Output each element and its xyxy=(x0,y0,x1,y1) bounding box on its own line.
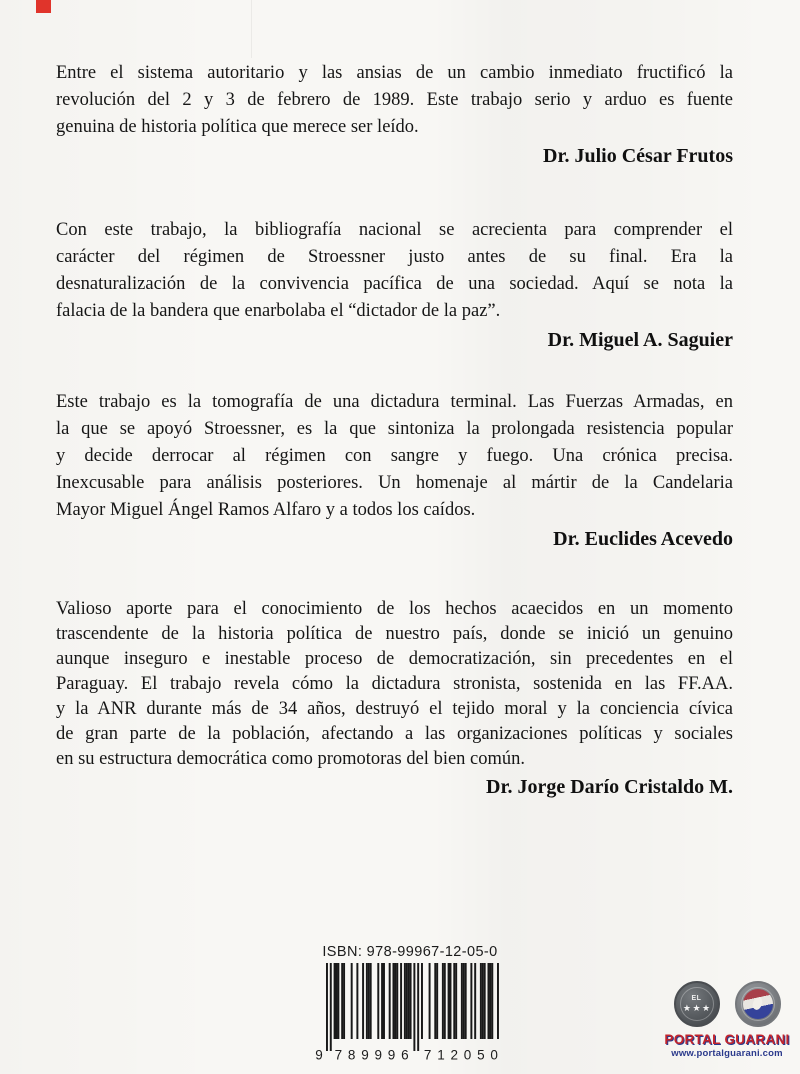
quote-line: Inexcusable para análisis posteriores. Un homenaje al mártir de la Candelaria xyxy=(56,473,733,493)
medallion-flag-icon xyxy=(735,981,781,1027)
quote-text xyxy=(56,60,733,141)
barcode-bar xyxy=(356,963,358,1039)
quote-author: Dr. Julio César Frutos xyxy=(543,145,733,167)
star-icons: ★★★ xyxy=(682,1003,712,1013)
barcode-bar xyxy=(362,963,364,1039)
quote-line: trascendente de la historia política de nuestro país, donde se inició un genuino xyxy=(56,624,733,644)
barcode-digits: 712050 xyxy=(423,1047,498,1062)
barcode-bar xyxy=(465,963,467,1039)
quote-line: y decide derrocar al régimen con sangre y fuego. Una crónica precisa. xyxy=(56,446,733,466)
barcode-bar xyxy=(453,963,455,1039)
flag-center-shape xyxy=(751,996,763,1011)
quote-author: Dr. Jorge Darío Cristaldo M. xyxy=(486,776,733,798)
quote-text xyxy=(56,389,733,524)
quote-line: Con este trabajo, la bibliografía nacional se acrecienta para comprender el xyxy=(56,220,733,240)
quote-block xyxy=(56,217,733,354)
quote-text xyxy=(56,597,733,772)
barcode-bar xyxy=(351,963,353,1039)
barcode-bar xyxy=(470,963,472,1039)
barcode-bar xyxy=(484,963,486,1039)
portal-guarani-url: www.portalguarani.com xyxy=(671,1048,783,1059)
quote-line: Paraguay. El trabajo revela cómo la dictadura stronista, sostenida en las FF.AA. xyxy=(56,674,733,694)
medallion-icons-row xyxy=(656,981,798,1027)
barcode-bar xyxy=(394,963,396,1039)
barcode-bar xyxy=(434,963,436,1039)
barcode-bar xyxy=(370,963,372,1039)
portal-guarani-watermark xyxy=(656,981,798,1059)
medallion-stars-icon xyxy=(674,981,720,1027)
quote-line: revolución del 2 y 3 de febrero de 1989. Este trabajo serio y arduo es fuente xyxy=(56,90,733,110)
barcode-bar xyxy=(491,963,493,1039)
quote-line: Este trabajo es la tomografía de una dictadura terminal. Las Fuerzas Armadas, en xyxy=(56,392,733,412)
barcode-bar xyxy=(396,963,398,1039)
barcode-bar xyxy=(497,963,499,1039)
barcode-bar xyxy=(383,963,385,1039)
barcode-bar xyxy=(410,963,412,1039)
barcode-bar xyxy=(406,963,408,1039)
barcode-bar xyxy=(461,963,463,1039)
barcode-bar xyxy=(450,963,452,1039)
barcode-bar xyxy=(330,963,332,1051)
quote-line: desnaturalización de la convivencia pacífica de una sociedad. Aquí se nota la xyxy=(56,274,733,294)
paraguay-flag-icon xyxy=(743,989,773,1019)
barcode-bar xyxy=(417,963,419,1051)
barcode-bar xyxy=(389,963,391,1039)
barcode-bar xyxy=(334,963,336,1039)
quote-line: la que se apoyó Stroessner, es la que sintoniza la prolongada resistencia popular xyxy=(56,419,733,439)
quote-line: y la ANR durante más de 34 años, destruyó el tejido moral y la conciencia cívica xyxy=(56,699,733,719)
ean13-barcode xyxy=(310,963,510,1062)
barcode-bar xyxy=(444,963,446,1039)
quote-line: en su estructura democrática como promotoras del bien común. xyxy=(56,749,526,769)
barcode-bar xyxy=(326,963,328,1051)
barcode-bar xyxy=(421,963,423,1039)
quote-block xyxy=(56,389,733,553)
quote-line: Entre el sistema autoritario y las ansias de un cambio inmediato fructificó la xyxy=(56,63,733,83)
barcode-bar xyxy=(408,963,410,1039)
barcode-bar xyxy=(413,963,415,1051)
barcode-bar xyxy=(368,963,370,1039)
quote-line: falacia de la bandera que enarbolaba el “dictador de la paz”. xyxy=(56,301,501,321)
quote-line: de gran parte de la población, afectando a las organizaciones políticas y sociales xyxy=(56,724,733,744)
barcode-bar xyxy=(381,963,383,1039)
barcode-bar xyxy=(474,963,476,1039)
barcode-bar xyxy=(341,963,343,1039)
portal-guarani-title: PORTAL GUARANI xyxy=(664,1032,790,1047)
barcode-bar xyxy=(393,963,395,1039)
barcode-bar xyxy=(336,963,338,1039)
barcode-bar xyxy=(436,963,438,1039)
barcode-digits: 789996 xyxy=(334,1047,409,1062)
barcode-bar xyxy=(337,963,339,1039)
barcode-digits: 9 xyxy=(315,1047,323,1062)
barcode-bar xyxy=(489,963,491,1039)
corner-accent-mark xyxy=(36,0,51,13)
barcode-bar xyxy=(482,963,484,1039)
quote-line: Valioso aporte para el conocimiento de los hechos acaecidos en un momento xyxy=(56,599,733,619)
quote-text xyxy=(56,217,733,325)
barcode-bar xyxy=(429,963,431,1039)
barcode-bar xyxy=(463,963,465,1039)
barcode-bar xyxy=(455,963,457,1039)
quote-line: aunque inseguro e inestable proceso de democratización, sin precedentes en el xyxy=(56,649,733,669)
barcode-bar xyxy=(488,963,490,1039)
quote-line: genuina de historia política que merece ser leído. xyxy=(56,117,419,137)
barcode-bar xyxy=(343,963,345,1039)
quote-author: Dr. Euclides Acevedo xyxy=(553,528,733,550)
barcode-bar xyxy=(366,963,368,1039)
isbn-block xyxy=(310,944,510,1062)
barcode-bar xyxy=(404,963,406,1039)
scan-crease-line xyxy=(251,0,252,58)
barcode-bar xyxy=(480,963,482,1039)
barcode-bar xyxy=(442,963,444,1039)
medallion-el-text: EL xyxy=(691,995,702,1002)
isbn-label: ISBN: 978-99967-12-05-0 xyxy=(322,944,498,960)
barcode-bar xyxy=(448,963,450,1039)
barcode-bar xyxy=(400,963,402,1039)
barcode-bar xyxy=(377,963,379,1039)
quote-line: Mayor Miguel Ángel Ramos Alfaro y a todos los caídos. xyxy=(56,500,476,520)
barcode-svg xyxy=(313,963,507,1062)
quote-author: Dr. Miguel A. Saguier xyxy=(547,329,733,351)
quote-block xyxy=(56,60,733,170)
quote-block xyxy=(56,597,733,800)
quote-line: carácter del régimen de Stroessner justo antes de su final. Era la xyxy=(56,247,733,267)
